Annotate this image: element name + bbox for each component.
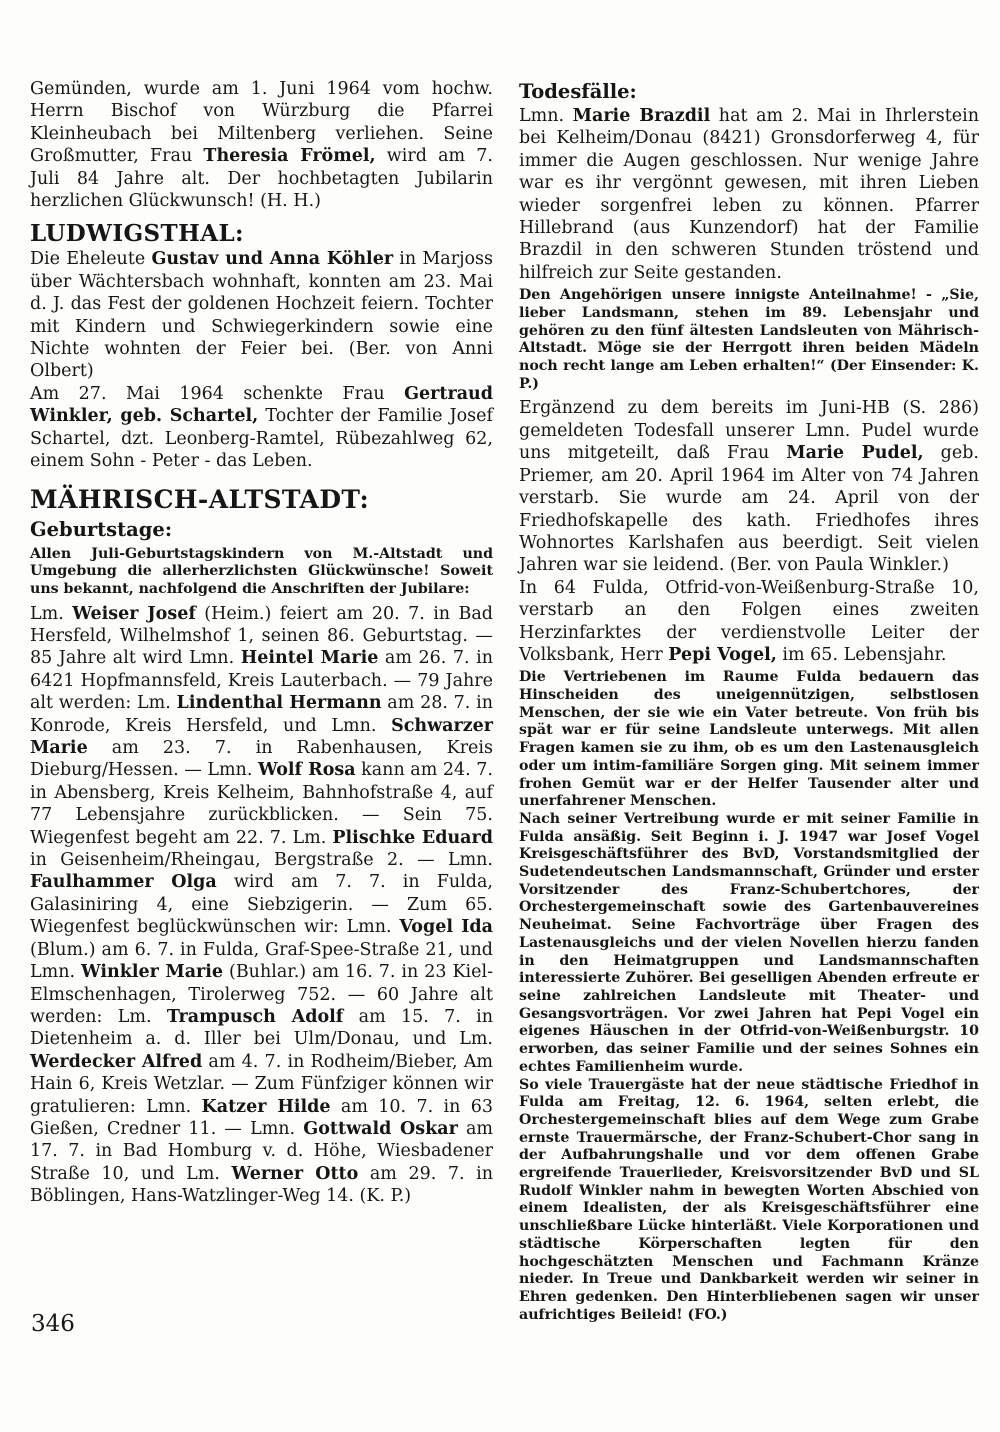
gemuenden-pfarrei-paragraph: Gemünden, wurde am 1. Juni 1964 vom hochw. Herrn Bischof von Würzburg die Pfarrei Kleinheubach bei Miltenberg verliehen. Seine Großmutter, Frau Theresia Frömel, wird am 7. Juli 84 Jahre alt. Der hochbetagten Jubilarin herzlichen Glückwunsch! (H. H.) — [30, 79, 493, 212]
maehrisch-altstadt-heading: MÄHRISCH-ALTSTADT: — [30, 484, 370, 514]
vogel-wuerdigung-small-3: So viele Trauergäste hat der neue städtische Friedhof in Fulda am Freitag, 12. 6. 1964, selten erlebt, die Orchestergemeinschaft blies auf dem Wege zum Grabe ernste Trauermärsche, der Franz-Schubert-Chor sang in der Aufbahrungshalle und vor dem offenen Grabe ergreifende Trauerlieder, Kreisvorsitzender BvD und SL Rudolf Winkler nahm in bewegten Worten Abschied von einem Idealisten, der als Kreisgeschäftsführer eine unschließbare Lücke hinterläßt. Viele Korporationen und städtische Körperschaften legten für den hochgeschätzten Menschen und Fachmann Kränze nieder. In Treue und Dankbarkeit werden wir seiner in Ehren gedenken. Den Hinterbliebenen sagen wir unser aufrichtiges Beileid! (FO.) — [519, 1076, 979, 1323]
geburtstage-subheading: Geburtstage: — [30, 517, 173, 541]
right-column — [519, 78, 979, 1324]
geburtstage-intro-small: Allen Juli-Geburtstagskindern von M.-Altstadt und Umgebung die allerherzlichsten Glückwünsche! Soweit uns bekannt, nachfolgend die Anschriften der Jubilare: — [30, 545, 493, 597]
brazdil-nachruf-paragraph: Lmn. Marie Brazdil hat am 2. Mai in Ihrlerstein bei Kelheim/Donau (8421) Gronsdorferweg 4, für immer die Augen geschlossen. Nur wenige Jahre war es ihr vergönnt gewesen, mit ihren Lieben wieder sorgenfrei leben zu können. Pfarrer Hillebrand (aus Kunzendorf) hat der Familie Brazdil in den schweren Stunden tröstend und hilfreich zur Seite gestanden. — [519, 106, 979, 283]
two-column-layout — [30, 78, 979, 1324]
todesfaelle-subheading: Todesfälle: — [519, 80, 637, 103]
brazdil-anteilnahme-small: Den Angehörigen unsere innigste Anteilnahme! - „Sie, lieber Landsmann, stehen im 89. Lebensjahr und gehören zu den fünf ältesten Landsleuten von Mährisch-Altstadt. Möge sie der Herrgott ihren beiden Mädeln noch recht lange am Leben erhalten!“ (Der Einsender: K. P.) — [519, 287, 979, 392]
ludwigsthal-heading: LUDWIGSTHAL: — [30, 220, 244, 248]
vogel-wuerdigung-small-2: Nach seiner Vertreibung wurde er mit seiner Familie in Fulda ansäßig. Seit Beginn i. J. 1947 war Josef Vogel Kreisgeschäftsführer des BvD, Vorstandsmitglied der Sudetendeutschen Landsmannschaft, Gründer und erster Vorsitzender des Franz-Schubertchores, der Orchestergemeinschaft sowie des Gartenbauvereines Neuheimat. Seine Fachvorträge über Fragen des Lastenausgleichs und der vielen Novellen hierzu fanden in den Heimatgruppen und Landsmannschaften interessierte Zuhörer. Bei geselligen Abenden erfreute er seine zahlreichen Landsleute mit Theater- und Gesangsvorträgen. Vor zwei Jahren hat Pepi Vogel ein eigenes Häuschen in der Otfrid-von-Weißenburgstr. 10 erworben, das seiner Familie und der seines Sohnes ein echtes Familienheim wurde. — [519, 810, 979, 1075]
winkler-geburt-paragraph: Am 27. Mai 1964 schenkte Frau Gertraud Winkler, geb. Schartel, Tochter der Familie Josef Schartel, dzt. Leonberg-Ramtel, Rübezahlweg 62, einem Sohn - Peter - das Leben. — [30, 383, 493, 472]
koehler-goldene-hochzeit-paragraph: Die Eheleute Gustav und Anna Köhler in Marjoss über Wächtersbach wohnhaft, konnten am 23. Mai d. J. das Fest der goldenen Hochzeit feiern. Tochter mit Kindern und Schwiegerkindern sowie eine Nichte wohnten der Feier bei. (Ber. von Anni Olbert) — [30, 249, 494, 382]
vogel-wuerdigung-small-1: Die Vertriebenen im Raume Fulda bedauern das Hinscheiden des uneigennützigen, selbstlosen Menschen, der sie wie ein Vater betreute. Von früh bis spät war er für seine Landsleute unterwegs. Mit allen Fragen kamen sie zu ihm, ob es um den Lastenausgleich oder um intim-familiäre Sorgen ging. Mit seinem immer frohen Gemüt war er der Helfer Tausender alter und unerfahrener Menschen. — [519, 669, 979, 810]
vogel-nachruf-paragraph: In 64 Fulda, Otfrid-von-Weißenburg-Straße 10, verstarb an den Folgen eines zweiten Herzinfarktes der verdienstvolle Leiter der Volksbank, Herr Pepi Vogel, im 65. Lebensjahr. — [519, 577, 979, 665]
geburtstage-liste-paragraph: Lm. Weiser Josef (Heim.) feiert am 20. 7. in Bad Hersfeld, Wilhelmshof 1, seinen 86. Geburtstag. — 85 Jahre alt wird Lmn. Heintel Marie am 26. 7. in 6421 Hopfmannsfeld, Kreis Lauterbach. — 79 Jahre alt werden: Lm. Lindenthal Hermann am 28. 7. in Konrode, Kreis Hersfeld, und Lmn. Schwarzer Marie am 23. 7. in Rabenhausen, Kreis Dieburg/Hessen. — Lmn. Wolf Rosa kann am 24. 7. in Abensberg, Kreis Kelheim, Bahnhofstraße 4, auf 77 Lebensjahre zurückblicken. — Sein 75. Wiegenfest begeht am 22. 7. Lm. Plischke Eduard in Geisenheim/Rheingau, Bergstraße 2. — Lmn. Faulhammer Olga wird am 7. 7. in Fulda, Galasiniring 4, eine Siebzigerin. — Zum 65. Wiegenfest beglückwünschen wir: Lmn. Vogel Ida (Blum.) am 6. 7. in Fulda, Graf-Spee-Straße 21, und Lmn. Winkler Marie (Buhlar.) am 16. 7. in 23 Kiel-Elmschenhagen, Tirolerweg 752. — 60 Jahre alt werden: Lm. Trampusch Adolf am 15. 7. in Dietenheim a. d. Iller bei Ulm/Donau, und Lm. Werdecker Alfred am 4. 7. in Rodheim/Bieber, Am Hain 6, Kreis Wetzlar. — Zum Fünfziger können wir gratulieren: Lmn. Katzer Hilde am 10. 7. in 63 Gießen, Credner 11. — Lmn. Gottwald Oskar am 17. 7. in Bad Homburg v. d. Höhe, Wiesbadener Straße 10, und Lm. Werner Otto am 29. 7. in Böblingen, Hans-Watzlinger-Weg 14. (K. P.) — [30, 603, 494, 1207]
left-column — [30, 78, 493, 1324]
pudel-nachruf-paragraph: Ergänzend zu dem bereits im Juni-HB (S. 286) gemeldeten Todesfall unserer Lmn. Pudel wurde uns mitgeteilt, daß Frau Marie Pudel, geb. Priemer, am 20. April 1964 im Alter von 74 Jahren verstarb. Sie wurde am 24. April von der Friedhofskapelle des kath. Friedhofes ihres Wohnortes Karlshafen aus beerdigt. Seit vielen Jahren war sie leidend. (Ber. von Paula Winkler.) — [519, 398, 979, 576]
page-number: 346 — [31, 1311, 75, 1337]
